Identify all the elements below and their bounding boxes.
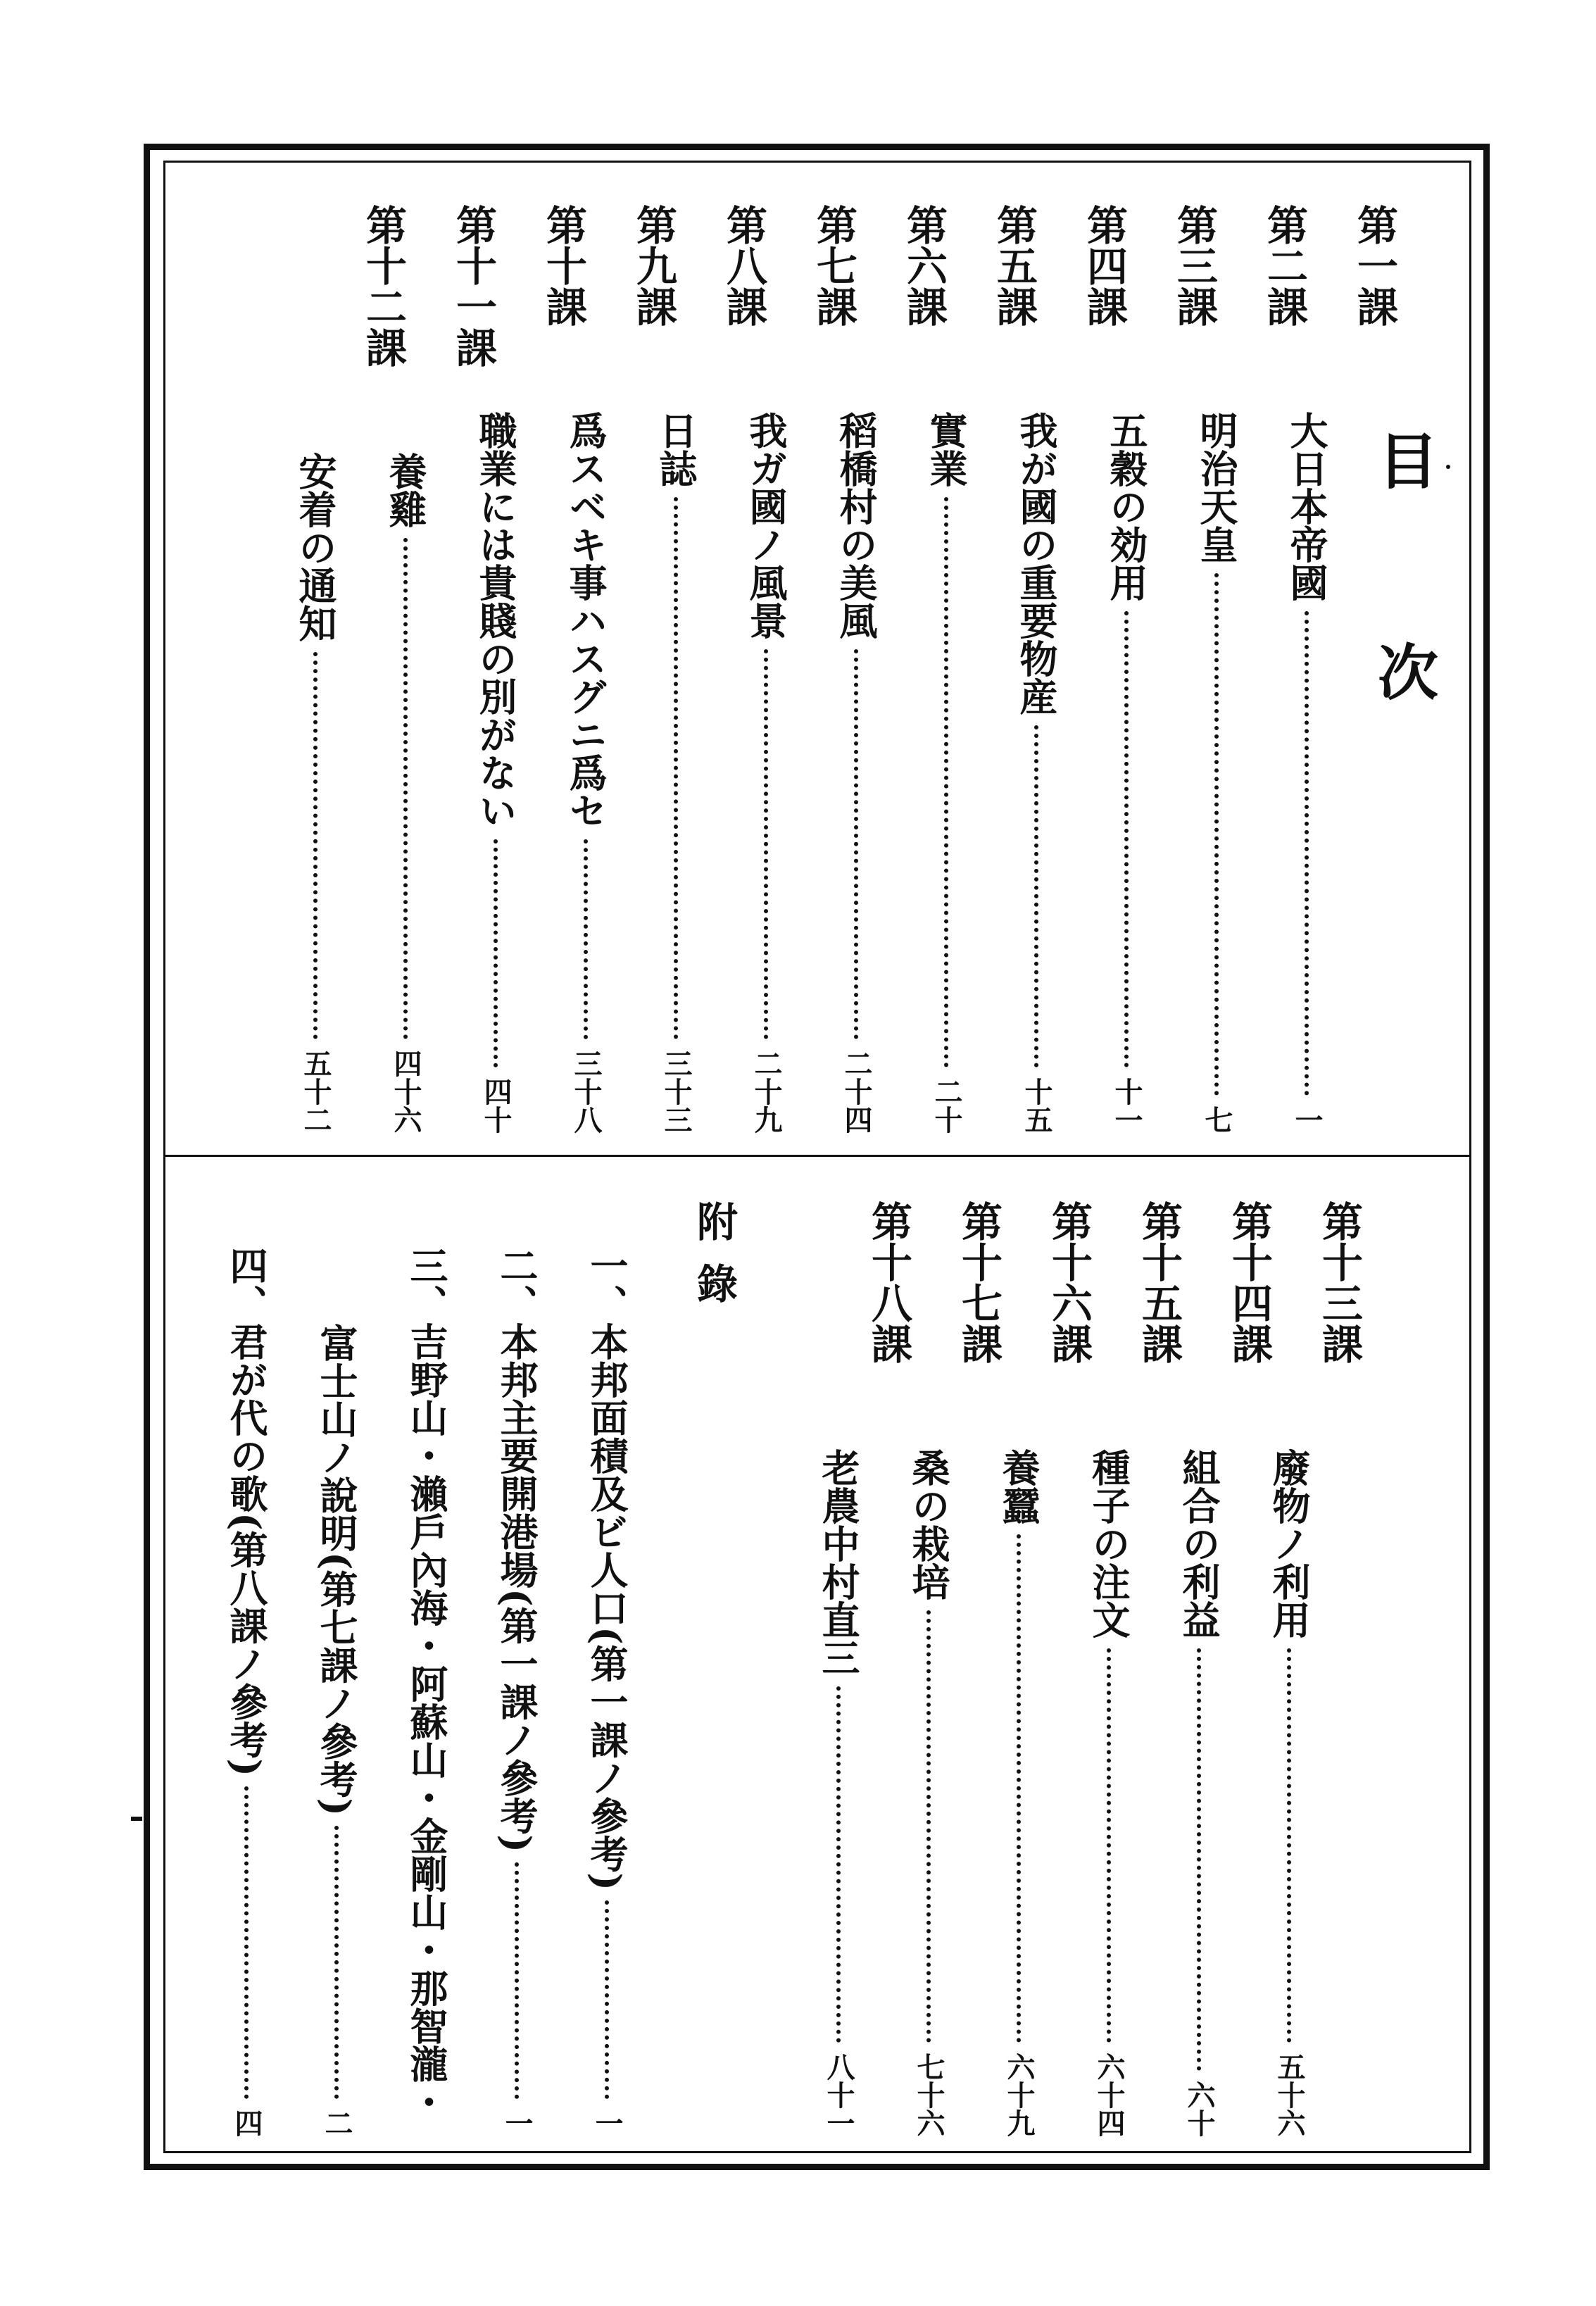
section-divider xyxy=(163,1155,1471,1157)
lesson-title: 大日本帝國 xyxy=(1284,411,1329,601)
leader-dots xyxy=(494,839,498,1067)
page-number: 十一 xyxy=(1110,1077,1143,1134)
page-number: 二十四 xyxy=(840,1049,873,1134)
leader-dots xyxy=(926,1610,931,2043)
lesson-number: 第二課 xyxy=(1260,204,1308,327)
lesson-number: 第九課 xyxy=(629,204,677,327)
appendix-title: 三、吉野山・瀨戶內海・阿蘇山・金剛山・那智瀧・ xyxy=(404,1246,449,2121)
leader-dots xyxy=(244,1786,249,2099)
page-number: 七 xyxy=(1200,1105,1233,1134)
lesson-number: 第十八課 xyxy=(865,1201,912,1364)
appendix-label: 附錄 xyxy=(690,1201,738,1324)
lesson-title: 養蠶 xyxy=(996,1448,1041,1524)
leader-dots xyxy=(605,1900,609,2099)
appendix-title: 四、君が代の歌(第八課ノ參考) xyxy=(224,1246,269,1777)
page-number: 五十六 xyxy=(1273,2053,1306,2137)
lesson-title: 種子の注文 xyxy=(1086,1448,1131,1638)
lesson-title: 安着の通知 xyxy=(293,452,338,642)
lesson-number: 第七課 xyxy=(810,204,857,327)
lesson-number: 第十一課 xyxy=(449,204,497,368)
leader-dots xyxy=(1287,1648,1291,2043)
lesson-number: 第十四課 xyxy=(1225,1201,1273,1364)
page-title: 目 次 xyxy=(1367,430,1438,746)
page-number: 五十二 xyxy=(299,1049,332,1134)
lesson-number: 第十三課 xyxy=(1315,1201,1363,1364)
leader-dots xyxy=(764,649,768,1039)
leader-dots xyxy=(944,497,948,1067)
leader-dots xyxy=(515,1862,519,2099)
appendix-entry xyxy=(314,1324,359,2137)
lesson-title: 廢物ノ利用 xyxy=(1267,1448,1312,1638)
appendix-title: 二、本邦主要開港場(第一課ノ參考) xyxy=(494,1246,539,1853)
leader-dots xyxy=(1197,1648,1201,2071)
lesson-number: 第十課 xyxy=(539,204,587,327)
toc-entry xyxy=(768,1201,912,2137)
appendix-title: 一、本邦面積及ビ人口(第一課ノ參考) xyxy=(584,1246,629,1891)
page-number: 二十九 xyxy=(750,1049,783,1134)
lesson-title: 爲スベキ事ハスグニ爲セ xyxy=(563,411,608,829)
lesson-title: 我ガ國ノ風景 xyxy=(743,411,788,639)
page-number: 一 xyxy=(591,2109,624,2137)
lesson-title: 明治天皇 xyxy=(1194,411,1239,563)
page-number: 三十八 xyxy=(570,1049,603,1134)
appendix-title: 富士山ノ說明(第七課ノ參考) xyxy=(314,1324,359,1817)
lesson-number: 第十二課 xyxy=(359,204,407,368)
lesson-title: 桑の栽培 xyxy=(906,1448,951,1600)
lesson-title: 實業 xyxy=(924,411,969,487)
page-number: 三十三 xyxy=(660,1049,693,1134)
leader-dots xyxy=(1034,725,1038,1067)
page-number: 四 xyxy=(230,2109,263,2137)
page-number: 一 xyxy=(501,2109,534,2137)
lesson-number: 第三課 xyxy=(1170,204,1218,327)
lesson-number: 第十六課 xyxy=(1045,1201,1093,1364)
leader-dots xyxy=(313,652,318,1039)
lesson-title: 組合の利益 xyxy=(1176,1448,1221,1638)
lesson-title: 職業には貴賤の別がない xyxy=(473,411,518,829)
lesson-title: 五穀の効用 xyxy=(1104,411,1149,601)
scan-mark xyxy=(131,1817,142,1821)
appendix-entry xyxy=(494,1246,539,2137)
lesson-title: 養雞 xyxy=(383,452,428,528)
lesson-number: 第八課 xyxy=(720,204,767,327)
leader-dots xyxy=(584,839,588,1039)
page-number: 六十九 xyxy=(1003,2053,1036,2137)
lesson-number: 第一課 xyxy=(1350,204,1398,327)
page-number: 二十 xyxy=(930,1077,963,1134)
lesson-number: 第十五課 xyxy=(1135,1201,1183,1364)
appendix-entry xyxy=(584,1246,629,2137)
scan-mark xyxy=(1446,465,1450,469)
page-number: 六十 xyxy=(1183,2081,1216,2137)
leader-dots xyxy=(334,1826,339,2099)
leader-dots xyxy=(1107,1648,1111,2043)
page-number: 一 xyxy=(1290,1105,1324,1134)
leader-dots xyxy=(1305,611,1309,1096)
page-number: 八十一 xyxy=(822,2053,855,2137)
page-number: 十五 xyxy=(1020,1077,1053,1134)
leader-dots xyxy=(1214,573,1219,1096)
leader-dots xyxy=(836,1686,841,2043)
page-number: 二 xyxy=(320,2109,353,2137)
lesson-number: 第六課 xyxy=(900,204,948,327)
page-number: 四十六 xyxy=(389,1049,422,1134)
lesson-title: 老農中村直三 xyxy=(816,1448,861,1677)
lesson-title: 我が國の重要物産 xyxy=(1014,411,1059,715)
leader-dots xyxy=(403,538,408,1039)
leader-dots xyxy=(1124,611,1129,1067)
lesson-number: 第五課 xyxy=(990,204,1038,327)
appendix-entry xyxy=(404,1246,449,2137)
lesson-number: 第四課 xyxy=(1080,204,1128,327)
lesson-title: 日誌 xyxy=(653,411,698,487)
page-number: 七十六 xyxy=(912,2053,945,2137)
lesson-number: 第十七課 xyxy=(955,1201,1003,1364)
page-number: 四十 xyxy=(479,1077,513,1134)
page-number: 六十四 xyxy=(1093,2053,1126,2137)
leader-dots xyxy=(1017,1534,1021,2043)
appendix-entry xyxy=(224,1246,269,2137)
leader-dots xyxy=(674,497,678,1039)
leader-dots xyxy=(854,649,858,1039)
lesson-title: 稻橋村の美風 xyxy=(834,411,879,639)
